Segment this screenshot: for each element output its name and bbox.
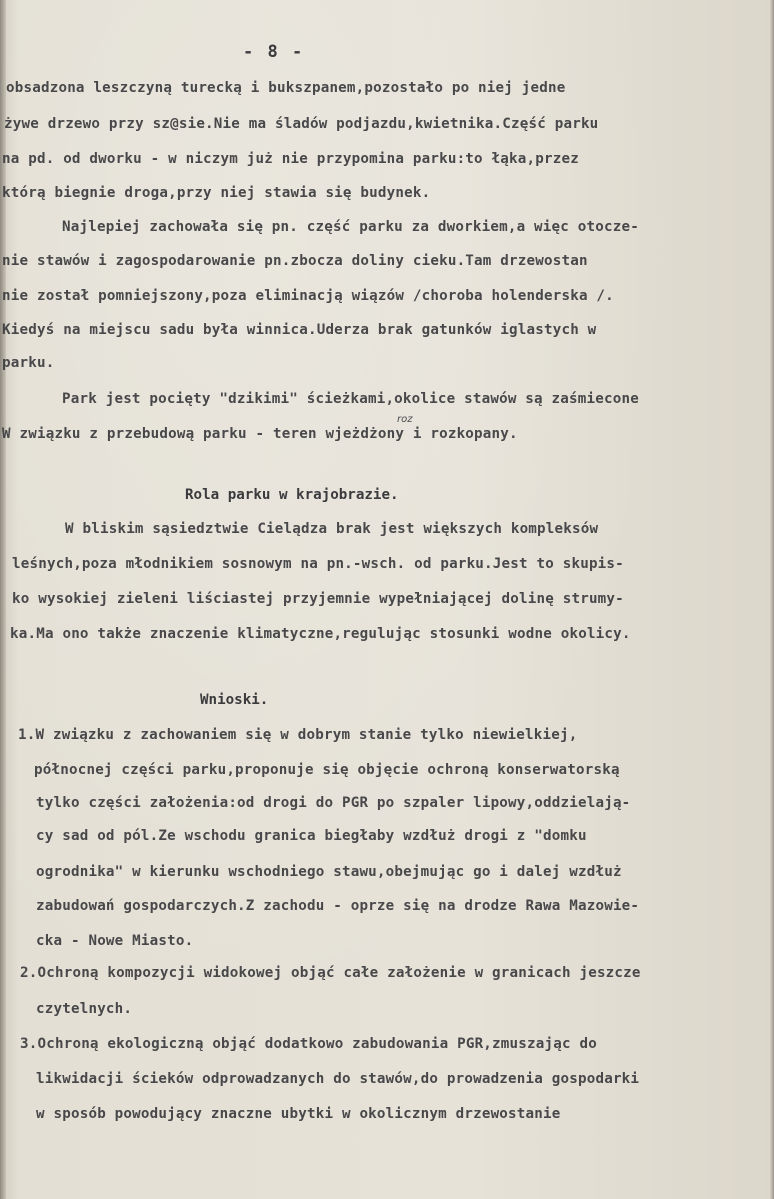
list-item-line: zabudowań gospodarczych.Z zachodu - oprze się na drodze Rawa Mazowie- — [36, 898, 640, 914]
text-line: Park jest pocięty "dzikimi" ścieżkami,okolice stawów są zaśmiecone — [62, 391, 639, 407]
text-line: ka.Ma ono także znaczenie klimatyczne,regulując stosunki wodne okolicy. — [10, 626, 631, 642]
page-number: - 8 - — [243, 42, 305, 62]
text-line: parku. — [2, 355, 55, 371]
text-line: na pd. od dworku - w niczym już nie przypomina parku:to łąka,przez — [2, 151, 579, 167]
text-line: leśnych,poza młodnikiem sosnowym na pn.-wsch. od parku.Jest to skupis- — [12, 556, 624, 572]
text-line: Kiedyś na miejscu sadu była winnica.Uderza brak gatunków iglastych w — [2, 322, 597, 338]
handwritten-correction: roz — [397, 414, 413, 425]
section-heading: Wnioski. — [200, 692, 269, 708]
list-item-line: 3.Ochroną ekologiczną objąć dodatkowo zabudowania PGR,zmuszając do — [20, 1036, 597, 1052]
list-item-line: czytelnych. — [36, 1001, 133, 1017]
text-line: nie został pomniejszony,poza eliminacją wiązów /choroba holenderska /. — [2, 288, 614, 304]
list-item-line: 1.W związku z zachowaniem się w dobrym stanie tylko niewielkiej, — [18, 727, 578, 743]
text-line: którą biegnie droga,przy niej stawia się budynek. — [2, 185, 431, 201]
list-item-line: likwidacji ścieków odprowadzanych do stawów,do prowadzenia gospodarki — [36, 1071, 640, 1087]
list-item-line: w sposób powodujący znaczne ubytki w okolicznym drzewostanie — [36, 1106, 561, 1122]
section-heading: Rola parku w krajobrazie. — [185, 487, 399, 503]
list-item-line: tylko części założenia:od drogi do PGR po szpaler lipowy,oddzielają- — [36, 795, 631, 811]
list-item-line: północnej części parku,proponuje się objęcie ochroną konserwatorską — [34, 762, 620, 778]
page-left-edge — [0, 0, 6, 1199]
list-item-line: ogrodnika" w kierunku wschodniego stawu,obejmując go i dalej wzdłuż — [36, 864, 622, 880]
text-line: W związku z przebudową parku - teren wjeżdżony i rozkopany. — [2, 426, 518, 442]
text-line: nie stawów i zagospodarowanie pn.zbocza doliny cieku.Tam drzewostan — [2, 253, 588, 269]
text-line: W bliskim sąsiedztwie Cielądza brak jest większych kompleksów — [65, 521, 599, 537]
text-line: obsadzona leszczyną turecką i bukszpanem,pozostało po niej jedne — [6, 80, 566, 96]
list-item-line: cka - Nowe Miasto. — [36, 933, 194, 949]
text-line: ko wysokiej zieleni liściastej przyjemnie wypełniającej dolinę strumy- — [12, 591, 624, 607]
page-right-edge — [770, 0, 774, 1199]
list-item-line: cy sad od pól.Ze wschodu granica biegłaby wzdłuż drogi z "domku — [36, 828, 587, 844]
text-line: żywe drzewo przy sz@sie.Nie ma śladów podjazdu,kwietnika.Część parku — [4, 116, 599, 132]
text-line: Najlepiej zachowała się pn. część parku za dworkiem,a więc otocze- — [62, 219, 639, 235]
list-item-line: 2.Ochroną kompozycji widokowej objąć całe założenie w granicach jeszcze — [20, 965, 641, 981]
